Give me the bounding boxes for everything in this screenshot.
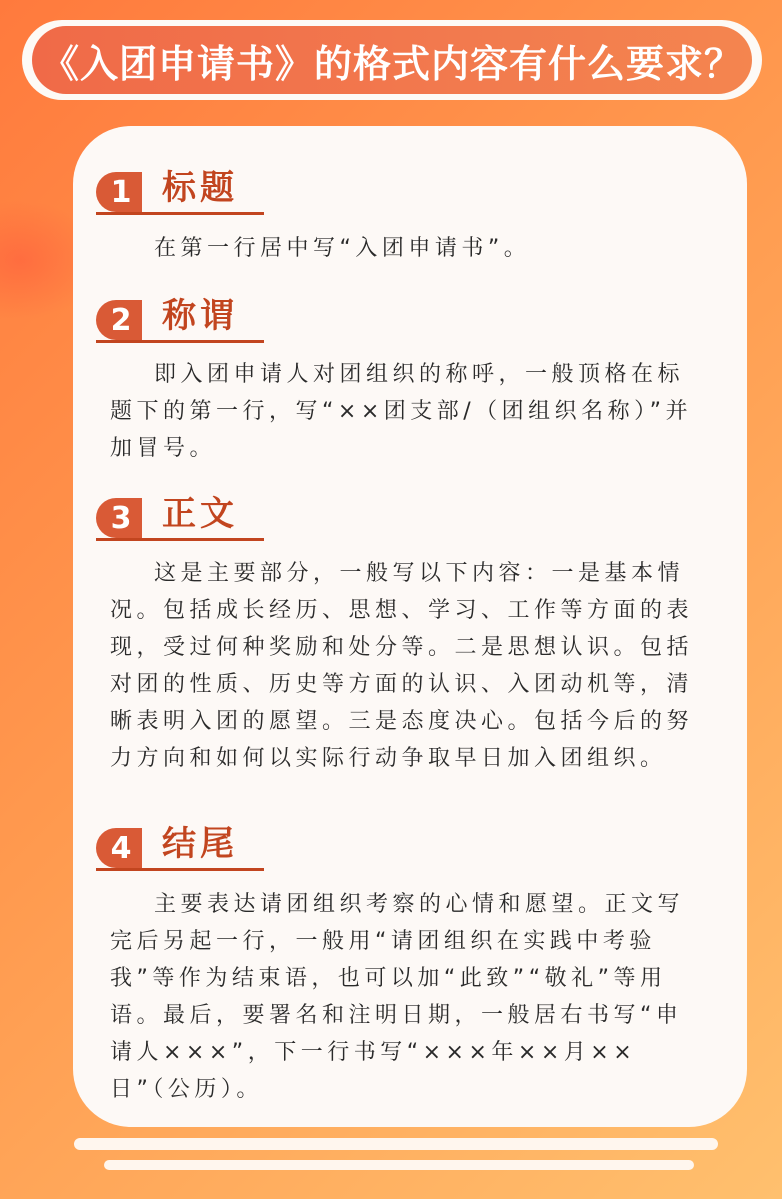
section-underline <box>96 868 264 871</box>
section-title: 标题 <box>162 168 238 208</box>
section-body-1: 在第一行居中写“入团申请书”。 <box>154 236 531 261</box>
page-title: 《入团申请书》的格式内容有什么要求？ <box>40 41 743 86</box>
title-banner-inner <box>32 26 752 94</box>
section-heading-4 <box>96 824 276 874</box>
section-underline <box>96 212 264 215</box>
section-number: 2 <box>110 303 132 338</box>
section-title: 正文 <box>162 494 238 534</box>
section-body-2: 即入团申请人对团组织的称呼，一般顶格在标题下的第一行，写“××团支部/（团组织名称）”并加冒号。 <box>110 362 693 461</box>
section-number: 1 <box>110 175 132 210</box>
decorative-line <box>74 1138 718 1150</box>
section-title: 结尾 <box>162 824 238 864</box>
section-heading-2 <box>96 296 276 346</box>
section-underline <box>96 340 264 343</box>
section-underline <box>96 538 264 541</box>
section-body-4: 主要表达请团组织考察的心情和愿望。正文写完后另起一行，一般用“请团组织在实践中考验我”等作为结束语，也可以加“此致”“敬礼”等用语。最后，要署名和注明日期，一般居右书写“申请人×××”，下一行书写“×××年××月××日”（公历）。 <box>110 892 685 1102</box>
section-number: 4 <box>110 831 132 866</box>
section-heading-3 <box>96 494 276 544</box>
decorative-line <box>104 1160 694 1170</box>
section-heading-1 <box>96 168 276 218</box>
section-number: 3 <box>110 501 132 536</box>
section-title: 称谓 <box>162 296 238 336</box>
section-body-3: 这是主要部分，一般写以下内容：一是基本情况。包括成长经历、思想、学习、工作等方面的表现，受过何种奖励和处分等。二是思想认识。包括对团的性质、历史等方面的认识、入团动机等，清晰表明入团的愿望。三是态度决心。包括今后的努力方向和如何以实际行动争取早日加入团组织。 <box>110 561 694 771</box>
